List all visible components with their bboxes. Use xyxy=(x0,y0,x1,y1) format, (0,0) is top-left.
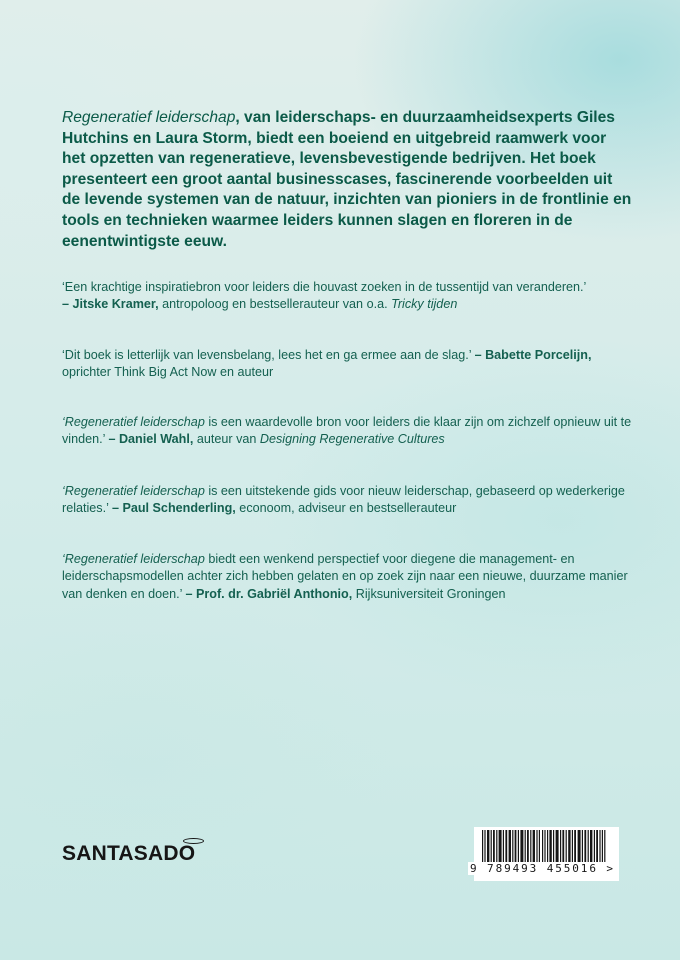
barcode-icon xyxy=(482,830,612,866)
quote-text: ‘Dit boek is letterlijk van levensbelang, lees het en ga ermee aan de slag.’ xyxy=(62,348,475,362)
isbn-number: 9 789493 455016 > xyxy=(470,862,615,875)
quote-author-role: Rijksuniversiteit Groningen xyxy=(352,586,506,601)
quote-author-role: econoom, adviseur en bestsellerauteur xyxy=(235,501,457,516)
publisher-logo: SANTASADO xyxy=(62,842,196,865)
quote-author-role: oprichter Think Big Act Now en auteur xyxy=(62,365,274,380)
endorsement-quote xyxy=(62,279,632,314)
quote-author-role: auteur van xyxy=(193,432,260,447)
quote-book-title: ‘Regeneratief leiderschap xyxy=(62,484,205,498)
halo-icon xyxy=(183,838,204,844)
endorsement-quote xyxy=(62,347,632,382)
quote-text: is een uitstekende gids voor nieuw leiderschap, gebaseerd op wederkerige relaties.’ xyxy=(62,484,625,516)
quote-book-title: ‘Regeneratief leiderschap xyxy=(62,415,205,429)
book-title: Regeneratief leiderschap xyxy=(62,109,236,126)
quote-text: ‘Een krachtige inspiratiebron voor leiders die houvast zoeken in de tussentijd van veranderen.’ xyxy=(62,280,587,294)
quote-text: is een waardevolle bron voor leiders die klaar zijn om zichzelf opnieuw uit te vinden.’ xyxy=(62,415,632,447)
quote-author-role: antropoloog en bestsellerauteur van o.a. xyxy=(158,297,392,312)
quote-author: – Jitske Kramer, xyxy=(62,297,159,312)
quote-author: – Daniel Wahl, xyxy=(108,432,194,447)
quote-work: Designing Regenerative Cultures xyxy=(259,432,445,447)
quote-book-title: ‘Regeneratief leiderschap xyxy=(62,552,205,566)
quote-text: biedt een wenkend perspectief voor diegene die management- en leiderschapsmodellen achter zich hebben gelaten en op zoek zijn naar een nieuwe, duurzame manier van denken en doen.’ xyxy=(62,552,628,601)
endorsement-quote xyxy=(62,414,632,449)
book-description xyxy=(62,108,632,252)
endorsement-quote xyxy=(62,551,632,603)
quote-author: – Paul Schenderling, xyxy=(111,501,236,516)
quote-work: Tricky tijden xyxy=(391,297,458,312)
endorsement-quote xyxy=(62,483,632,518)
description-text: , van leiderschaps- en duurzaamheidsexperts Giles Hutchins en Laura Storm, biedt een boeiend en uitgebreid raamwerk voor het opzetten van regeneratieve, levensbevestigende bedrijven. Het boek presenteert een groot aantal businesscases, fascinerende voorbeelden uit de levende systemen van de natuur, inzichten van pioniers in de frontlinie en tools en technieken waarmee leiders kunnen slagen en floreren in de eenentwintigste eeuw. xyxy=(62,109,632,250)
quote-author: – Prof. dr. Gabriël Anthonio, xyxy=(185,586,353,601)
quote-author: – Babette Porcelijn, xyxy=(474,348,592,362)
